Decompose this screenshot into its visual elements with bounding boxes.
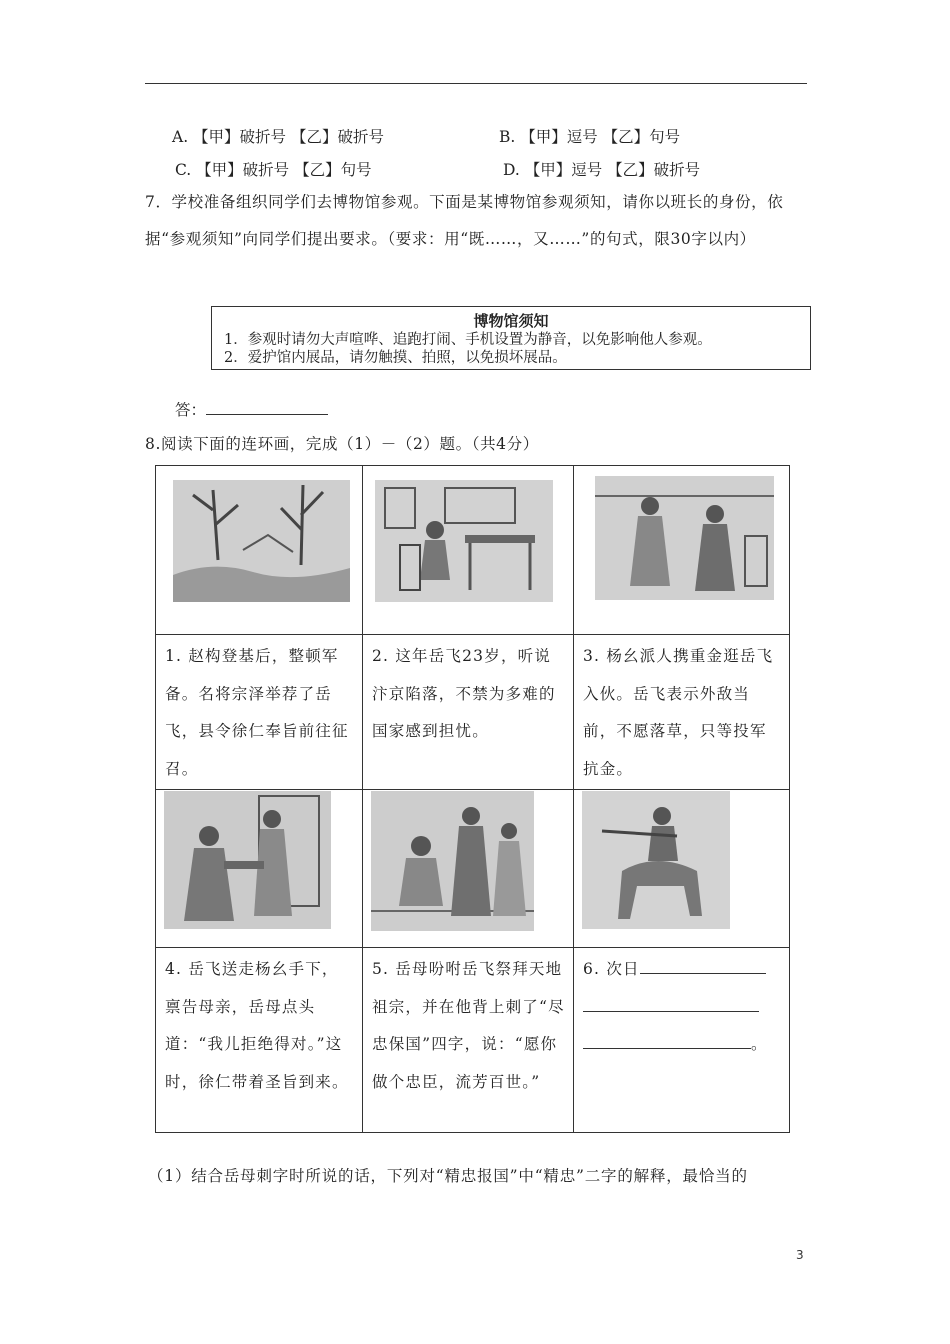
option-d: D. 【甲】逗号 【乙】破折号 <box>503 161 701 179</box>
notice-item: 1．参观时请勿大声喧哗、追跑打闹、手机设置为静音，以免影响他人参观。 <box>224 332 712 348</box>
fill-blank[interactable] <box>640 973 766 974</box>
answer-line <box>175 400 328 420</box>
comic-image-cell <box>574 466 790 635</box>
comic-image-3 <box>595 476 774 600</box>
comic-image-cell <box>363 466 574 635</box>
comic-image-cell <box>156 790 363 948</box>
comic-caption-1: 1. 赵构登基后，整顿军备。名将宗泽举荐了岳飞，县令徐仁奉旨前往征召。 <box>156 635 363 790</box>
comic-image-1 <box>173 480 350 602</box>
header-rule <box>145 83 807 84</box>
comic-caption-5: 5. 岳母吩咐岳飞祭拜天地祖宗，并在他背上刺了“尽忠保国”四字，说：“愿你做个忠臣，流芳百世。” <box>363 948 574 1133</box>
comic-image-cell <box>363 790 574 948</box>
comic-caption-3: 3. 杨幺派人携重金逛岳飞入伙。岳飞表示外敌当前，不愿落草，只等投军抗金。 <box>574 635 790 790</box>
question-8-text: 8.阅读下面的连环画，完成（1）－（2）题。（共4分） <box>145 435 539 453</box>
option-b: B. 【甲】逗号 【乙】句号 <box>499 128 681 146</box>
notice-item: 2．爱护馆内展品，请勿触摸、拍照，以免损坏展品。 <box>224 350 567 366</box>
fill-blank[interactable] <box>583 1048 751 1049</box>
caption-6-end: 。 <box>751 1035 768 1053</box>
comic-image-4 <box>164 791 331 929</box>
comic-caption-6 <box>574 948 790 1133</box>
comic-caption-2: 2. 这年岳飞23岁，听说汴京陷落，不禁为多难的国家感到担忧。 <box>363 635 574 790</box>
notice-title: 博物馆须知 <box>473 312 549 330</box>
caption-6-lead: 6. 次日 <box>583 960 640 978</box>
page-number: 3 <box>796 1248 804 1262</box>
comic-image-cell <box>574 790 790 948</box>
sub-question-1: （1）结合岳母刺字时所说的话，下列对“精忠报国”中“精忠”二字的解释，最恰当的 <box>148 1167 748 1185</box>
fill-blank[interactable] <box>583 1011 759 1012</box>
comic-image-cell <box>156 466 363 635</box>
comic-image-2 <box>375 480 553 602</box>
question-7-text: 7．学校准备组织同学们去博物馆参观。下面是某博物馆参观须知，请你以班长的身份，依据“参观须知”向同学们提出要求。（要求：用“既……，又……”的句式，限30字以内） <box>145 193 784 248</box>
option-a: A. 【甲】破折号 【乙】破折号 <box>172 128 384 146</box>
comic-image-6 <box>582 791 730 929</box>
answer-blank[interactable] <box>206 414 328 415</box>
comic-strip-table <box>155 465 790 1133</box>
answer-label: 答： <box>175 401 207 419</box>
notice-box <box>211 306 811 370</box>
option-c: C. 【甲】破折号 【乙】句号 <box>175 161 372 179</box>
comic-caption-4: 4. 岳飞送走杨幺手下，禀告母亲，岳母点头道：“我儿拒绝得对。”这时，徐仁带着圣旨到来。 <box>156 948 363 1133</box>
comic-image-5 <box>371 791 534 931</box>
